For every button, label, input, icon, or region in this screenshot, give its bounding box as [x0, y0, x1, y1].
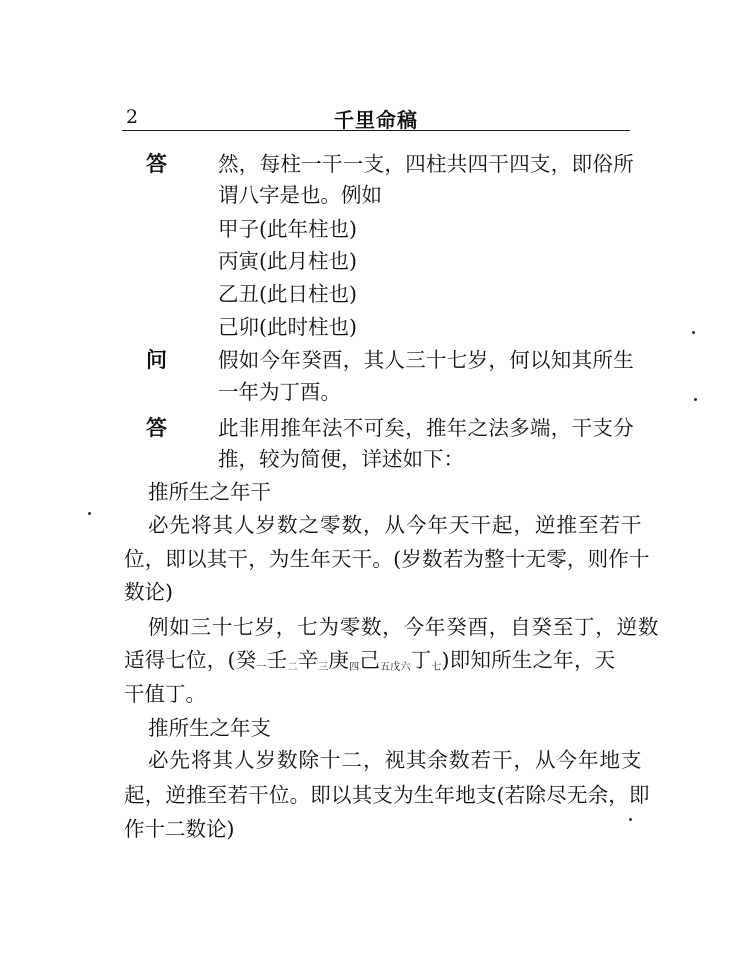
answer-label: 答: [146, 415, 167, 440]
stem-4: 己: [359, 648, 381, 672]
paragraph-line: 干值丁。: [124, 682, 206, 706]
scan-speck: [629, 818, 632, 821]
stem-count-2: 三: [318, 662, 329, 673]
stem-0: 癸: [235, 648, 257, 672]
stem-6: 丁: [410, 648, 432, 672]
text-line: 假如今年癸酉，其人三十七岁，何以知其所生: [218, 348, 634, 372]
scan-speck: [694, 398, 697, 401]
page-header: [122, 104, 630, 131]
text-line: 然，每柱一干一支，四柱共四干四支，即俗所: [218, 152, 634, 176]
answer-label: 答: [146, 151, 167, 176]
stem-count-5: 六: [400, 662, 411, 673]
scan-speck: [692, 331, 695, 334]
text-line: 此非用推年法不可矣，推年之法多端，干支分: [218, 416, 634, 440]
stem-count-3: 四: [349, 662, 360, 673]
example-line: 丙寅(此月柱也): [218, 249, 357, 273]
line-prefix: 适得七位，(: [124, 648, 236, 672]
example-line: 乙丑(此日柱也): [218, 282, 357, 306]
stem-3: 庚: [328, 648, 350, 672]
text-line: 推，较为简便，详述如下：: [218, 447, 464, 471]
text-line: 谓八字是也。例如: [218, 183, 382, 207]
paragraph-line: 位，即以其干，为生年天干。(岁数若为整十无零，则作十: [124, 547, 650, 571]
stem-count-4: 五: [380, 662, 391, 673]
line-suffix: )即知所生之年，天: [441, 648, 616, 672]
section-heading: 推所生之年干: [148, 480, 271, 504]
example-line: 己卯(此时柱也): [218, 315, 357, 339]
paragraph-line: 必先将其人岁数除十二，视其余数若干，从今年地支: [148, 748, 643, 772]
stem-1: 壬: [266, 648, 288, 672]
stem-5: 戊: [390, 662, 401, 673]
stem-count-1: 二: [287, 662, 298, 673]
paragraph-line: 起，逆推至若干位。即以其支为生年地支(若除尽无余，即: [124, 783, 650, 807]
paragraph-line: 数论): [124, 580, 173, 604]
section-heading: 推所生之年支: [148, 716, 271, 740]
paragraph-line: 例如三十七岁，七为零数，今年癸酉，自癸至丁，逆数: [148, 615, 660, 639]
paragraph-line: 必先将其人岁数之零数，从今年天干起，逆推至若干: [148, 513, 643, 537]
paragraph-line: 作十二数论): [124, 817, 235, 841]
page-number: 2: [126, 106, 139, 128]
example-line: 甲子(此年柱也): [218, 217, 357, 241]
book-title: 千里命稿: [334, 108, 418, 132]
scan-speck: [88, 512, 91, 515]
text-line: 一年为丁酉。: [218, 380, 341, 404]
stem-count-6: 七: [431, 662, 442, 673]
stem-2: 辛: [297, 648, 319, 672]
question-label: 问: [146, 347, 167, 372]
stem-count-0: 一: [256, 662, 267, 673]
